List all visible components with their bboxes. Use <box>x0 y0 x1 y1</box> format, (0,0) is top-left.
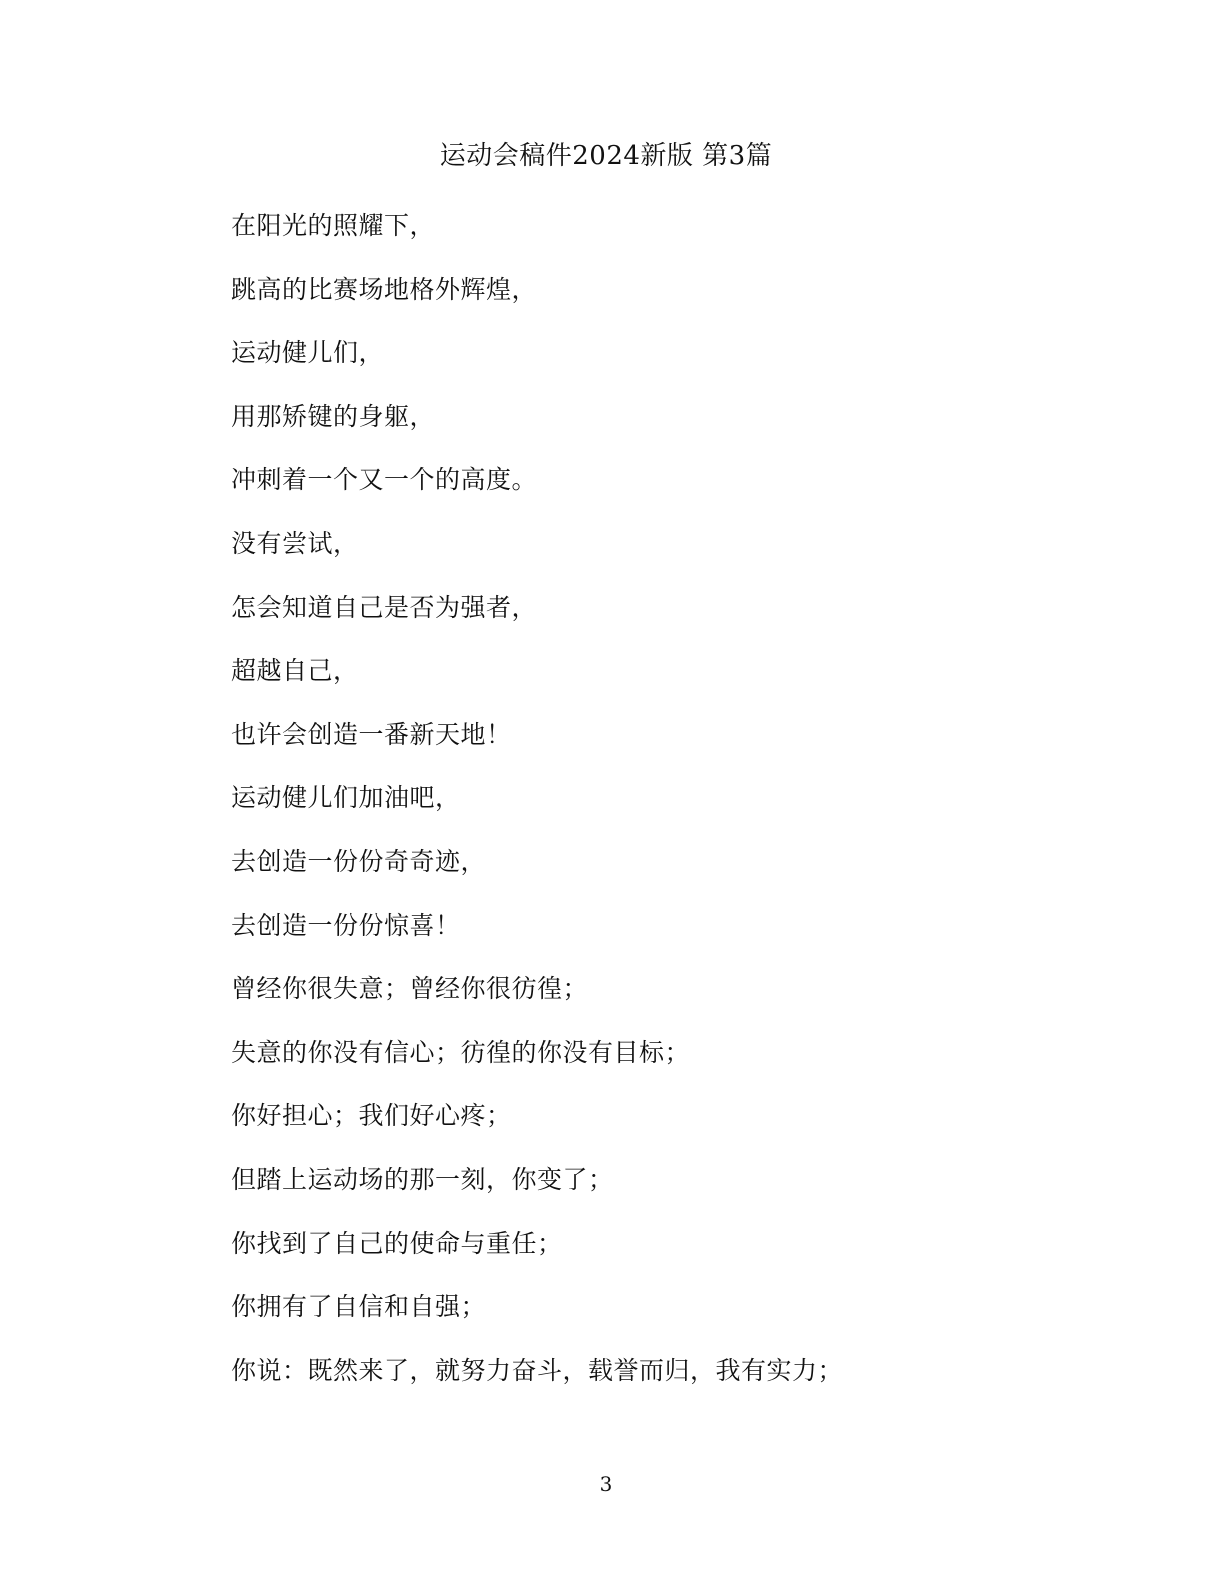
poem-body <box>231 208 1131 1416</box>
text-line: 在阳光的照耀下， <box>231 211 436 240</box>
text-line: 用那矫键的身躯， <box>231 401 436 431</box>
page-title: 运动会稿件2024新版 第3篇 <box>439 141 773 171</box>
text-line: 去创造一份份奇奇迹， <box>231 846 487 876</box>
text-line: 没有尝试， <box>231 528 359 558</box>
text-line: 你找到了自己的使命与重任； <box>231 1228 563 1258</box>
text-line: 运动健儿们， <box>231 338 385 368</box>
text-line: 你好担心；我们好心疼； <box>231 1101 512 1131</box>
text-line: 运动健儿们加油吧， <box>231 783 461 813</box>
text-line: 冲刺着一个又一个的高度。 <box>231 465 538 495</box>
text-line: 但踏上运动场的那一刻，你变了； <box>231 1164 614 1194</box>
text-line: 怎会知道自己是否为强者， <box>231 592 538 622</box>
text-line: 你拥有了自信和自强； <box>231 1292 487 1322</box>
text-line: 跳高的比赛场地格外辉煌， <box>231 274 538 304</box>
text-line: 也许会创造一番新天地！ <box>231 719 512 749</box>
text-line: 去创造一份份惊喜！ <box>231 910 461 940</box>
page-number: 3 <box>599 1472 613 1496</box>
text-line: 超越自己， <box>231 656 359 686</box>
text-line: 你说：既然来了，就努力奋斗，载誉而归，我有实力； <box>231 1355 844 1385</box>
text-line: 失意的你没有信心；彷徨的你没有目标； <box>231 1037 691 1067</box>
text-line: 曾经你很失意；曾经你很彷徨； <box>231 974 589 1004</box>
